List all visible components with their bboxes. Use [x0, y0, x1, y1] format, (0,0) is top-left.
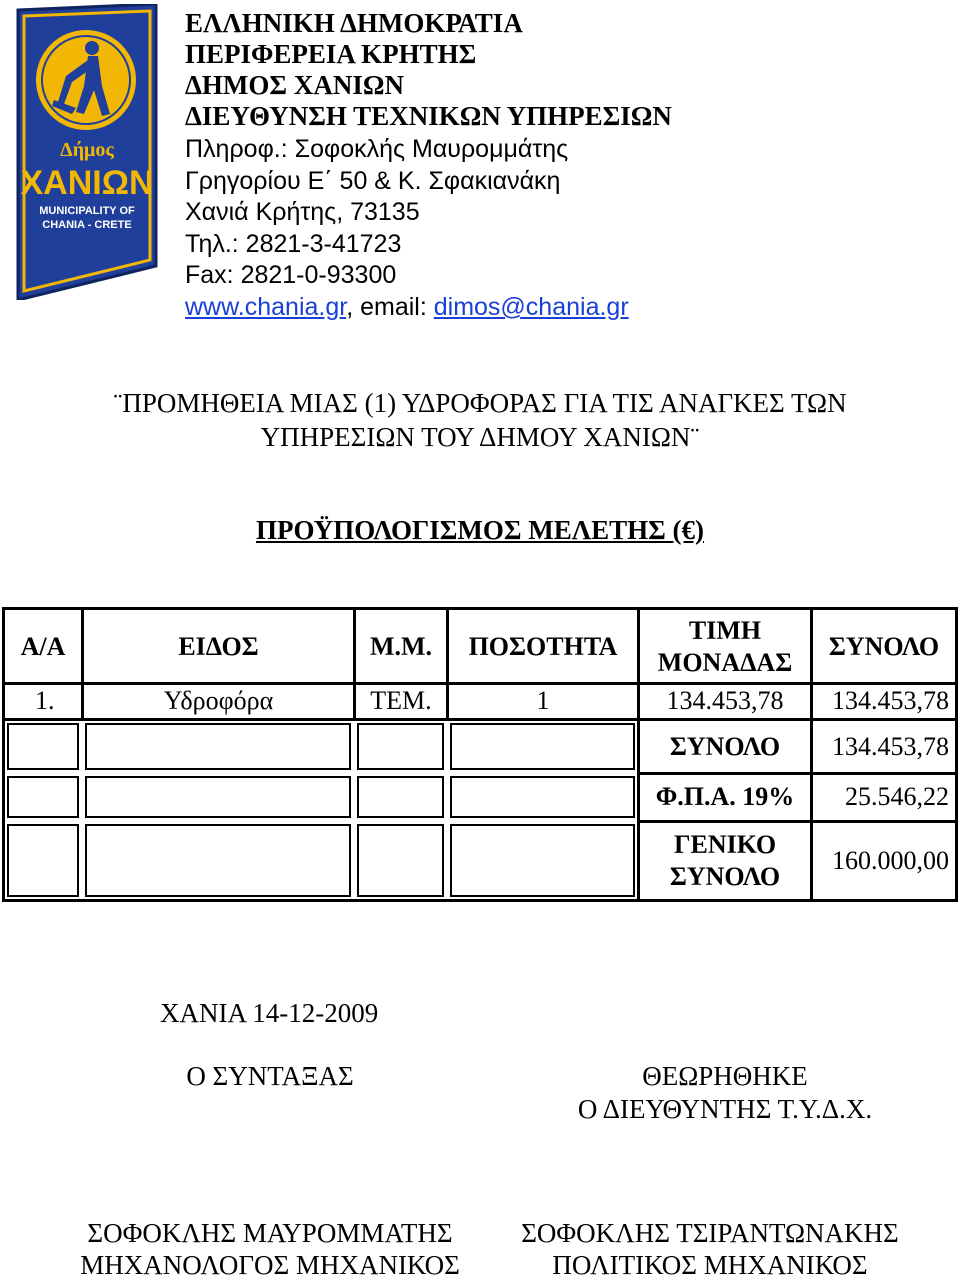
header-timi-line1: ΤΙΜΗ [688, 616, 762, 645]
summary-synolo-value: 134.453,78 [832, 732, 949, 761]
empty-cell [450, 723, 635, 770]
footer-date: ΧΑΝΙΑ 14-12-2009 [160, 998, 379, 1028]
empty-cell [450, 824, 635, 897]
header-eidos: ΕΙΔΟΣ [178, 632, 259, 661]
empty-cell [7, 824, 79, 897]
header-timi-line2: ΜΟΝΑΔΑΣ [657, 648, 793, 677]
email-link[interactable]: dimos@chania.gr [433, 293, 629, 321]
municipality-logo [14, 4, 160, 300]
budget-table [2, 607, 958, 902]
row-mm: ΤΕΜ. [370, 686, 432, 715]
empty-cell [85, 824, 351, 897]
row-synolo: 134.453,78 [832, 686, 949, 715]
header-country: ΕΛΛΗΝΙΚΗ ΔΗΜΟΚΡΑΤΙΑ [185, 8, 523, 38]
summary-fpa-value: 25.546,22 [845, 782, 949, 811]
header-aa: Α/Α [20, 632, 66, 661]
empty-cell [7, 776, 79, 818]
summary-geniko-label-line1: ΓΕΝΙΚΟ [673, 830, 777, 859]
header-municipality: ΔΗΜΟΣ ΧΑΝΙΩΝ [185, 70, 404, 100]
summary-geniko-value: 160.000,00 [832, 846, 949, 875]
logo-text-chanion: ΧΑΝΙΩΝ [20, 164, 154, 202]
header-info: Πληροφ.: Σοφοκλής Μαυρομμάτης [185, 135, 569, 163]
summary-fpa-label: Φ.Π.Α. 19% [655, 782, 795, 811]
header-region: ΠΕΡΙΦΕΡΕΙΑ ΚΡΗΤΗΣ [185, 39, 477, 69]
document-title-line2: ΥΠΗΡΕΣΙΩΝ ΤΟΥ ΔΗΜΟΥ ΧΑΝΙΩΝ¨ [260, 422, 700, 452]
empty-cell [450, 776, 635, 818]
website-link[interactable]: www.chania.gr [185, 293, 347, 321]
header-city: Χανιά Κρήτης, 73135 [185, 198, 420, 226]
header-contacts [185, 292, 629, 323]
empty-cell [357, 776, 444, 818]
header-posotita: ΠΟΣΟΤΗΤΑ [468, 632, 618, 661]
logo-text-municipality: MUNICIPALITY OF [39, 205, 135, 217]
header-synolo: ΣΥΝΟΛΟ [828, 632, 940, 661]
empty-cell [85, 723, 351, 770]
footer-right-role1: ΘΕΩΡΗΘΗΚΕ [642, 1061, 808, 1091]
summary-geniko-label-line2: ΣΥΝΟΛΟ [669, 862, 781, 891]
footer-right-role2: Ο ΔΙΕΥΘΥΝΤΗΣ Τ.Υ.Δ.Χ. [577, 1094, 873, 1124]
header-tel: Τηλ.: 2821-3-41723 [185, 230, 402, 258]
email-label: , email: [346, 293, 434, 321]
footer-left-name: ΣΟΦΟΚΛΗΣ ΜΑΥΡΟΜΜΑΤΗΣ [87, 1218, 453, 1248]
header-fax: Fax: 2821-0-93300 [185, 261, 397, 289]
row-eidos: Υδροφόρα [163, 686, 274, 715]
logo-text-dimos: Δήμος [60, 139, 114, 161]
footer-right-name: ΣΟΦΟΚΛΗΣ ΤΣΙΡΑΝΤΩΝΑΚΗΣ [521, 1218, 899, 1248]
empty-cell [7, 723, 79, 770]
empty-cell [357, 723, 444, 770]
footer-left-role: Ο ΣΥΝΤΑΞΑΣ [186, 1061, 354, 1091]
summary-synolo-label: ΣΥΝΟΛΟ [669, 732, 781, 761]
row-aa: 1. [35, 686, 55, 715]
document-title-line1: ¨ΠΡΟΜΗΘΕΙΑ ΜΙΑΣ (1) ΥΔΡΟΦΟΡΑΣ ΓΙΑ ΤΙΣ ΑΝΑΓΚΕΣ ΤΩΝ [113, 388, 847, 418]
empty-cell [357, 824, 444, 897]
header-mm: Μ.Μ. [369, 632, 433, 661]
row-timi: 134.453,78 [666, 686, 784, 715]
footer-left-title: ΜΗΧΑΝΟΛΟΓΟΣ ΜΗΧΑΝΙΚΟΣ [80, 1250, 460, 1280]
empty-cell [85, 776, 351, 818]
footer-right-title: ΠΟΛΙΤΙΚΟΣ ΜΗΧΑΝΙΚΟΣ [552, 1250, 868, 1280]
logo-text-chania-crete: CHANIA - CRETE [42, 219, 132, 231]
header-address: Γρηγορίου Ε΄ 50 & Κ. Σφακιανάκη [185, 167, 561, 195]
budget-heading: ΠΡΟΫΠΟΛΟΓΙΣΜΟΣ ΜΕΛΕΤΗΣ (€) [255, 515, 705, 545]
row-posotita: 1 [536, 686, 550, 715]
header-department: ΔΙΕΥΘΥΝΣΗ ΤΕΧΝΙΚΩΝ ΥΠΗΡΕΣΙΩΝ [185, 101, 672, 131]
